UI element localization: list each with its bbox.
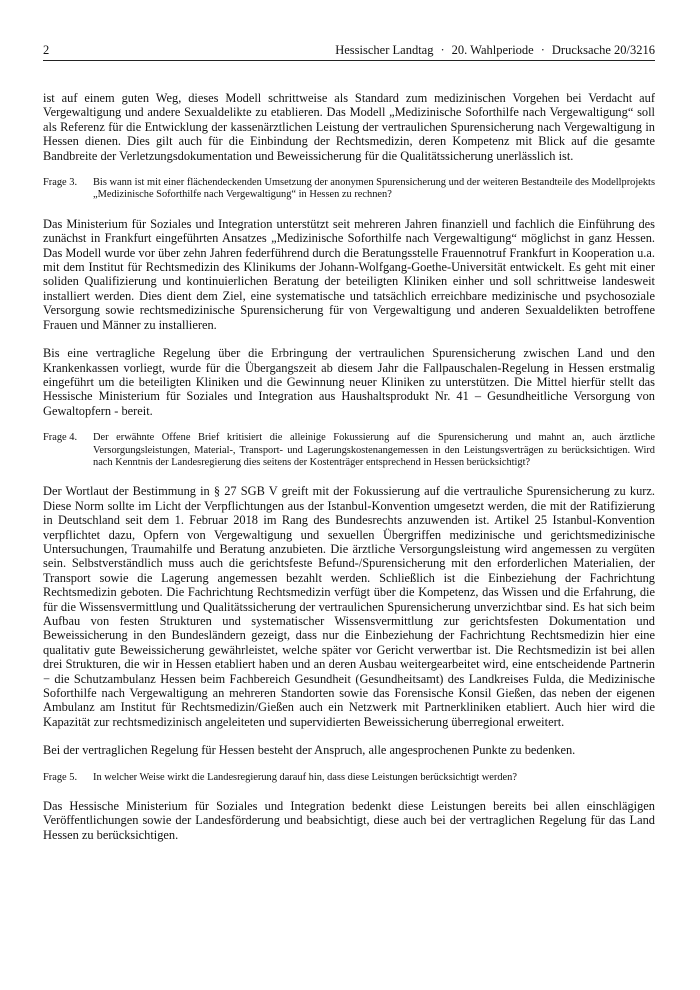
question-block xyxy=(43,432,655,469)
question-label: Frage 4. xyxy=(43,432,78,444)
running-header-parliament: Hessischer Landtag xyxy=(335,43,434,57)
question-label: Frage 3. xyxy=(43,177,78,189)
question-block xyxy=(43,177,655,202)
document-body xyxy=(43,91,655,856)
page-number: 2 xyxy=(43,43,50,57)
question-text: Bis wann ist mit einer flächendeckenden Umsetzung der anonymen Spurensicherung und der weiteren Bestandteile des Modellprojekts „Medizinische Soforthilfe nach Vergewaltigung“ in Hessen zu rechnen? xyxy=(93,177,655,201)
header-rule xyxy=(43,60,655,61)
answer-paragraph: ist auf einem guten Weg, dieses Modell schrittweise als Standard zum medizinischen Vorgehen bei Verdacht auf Vergewaltigung und andere Sexualdelikte zu etablieren. Das Modell „Medizinische Soforthilfe nach Vergewaltigung“ soll als Referenz für die Entwicklung der kassenärztlichen Leistung der vertraulichen Spurensicherung nach Vergewaltigung in Hessen dienen. Dies gilt auch für die Einbindung der Rechtsmedizin, deren Kompetenz mit Blick auf die gesamte Bandbreite der Verletzungsdokumentation und Beweissicherung für die Qualitätssicherung unerlässlich ist. xyxy=(43,91,655,163)
header-separator: · xyxy=(540,43,545,57)
header-separator: · xyxy=(440,43,445,57)
answer-paragraph: Das Hessische Ministerium für Soziales und Integration bedenkt diese Leistungen bereits bei allen einschlägigen Veröffentlichungen sowie der Landesförderung und beabsichtigt, diese auch bei der vertraglichen Regelung für das Land Hessen zu berücksichtigen. xyxy=(43,799,655,842)
answer-paragraph: Bis eine vertragliche Regelung über die Erbringung der vertraulichen Spurensicherung zwischen Land und den Krankenkassen vorliegt, wurde für die Übergangszeit ab diesem Jahr die Fallpauschalen-Regelung in Hessen erstmalig eingeführt um die beteiligten Kliniken und die Gewinnung neuer Kliniken zu unterstützen. Die Mittel hierfür stellt das Hessische Ministerium für Soziales und Integration aus Haushaltsprodukt Nr. 41 – Gesundheitliche Versorgung von Gewaltopfern - bereit. xyxy=(43,346,655,418)
answer-paragraph: Das Ministerium für Soziales und Integration unterstützt seit mehreren Jahren finanziell und fachlich die Einführung des zunächst in Frankfurt eingeführten Ansatzes „Medizinische Soforthilfe nach Vergewaltigung“ möglichst in ganz Hessen. Das Modell wurde vor über zehn Jahren federführend durch die Beratungsstelle Frauennotruf Frankfurt in Kooperation u.a. mit dem Institut für Rechtsmedizin des Klinikums der Johann-Wolfgang-Goethe-Universität entwickelt. Es geht mit einer soliden Qualifizierung und kontinuierlichen Beratung der beteiligten Kliniken einher und soll schrittweise landesweit installiert werden. Dies dient dem Ziel, eine systematische und tatsächlich erreichbare medizinische und psychosoziale Versorgung sowie rechtsmedizinische Spurensicherung für von Vergewaltigung und anderen Sexualdelikten betroffene Frauen und Männer zu installieren. xyxy=(43,216,655,332)
answer-paragraph: Bei der vertraglichen Regelung für Hessen besteht der Anspruch, alle angesprochenen Punkte zu bedenken. xyxy=(43,743,576,758)
question-label: Frage 5. xyxy=(43,771,78,783)
answer-paragraph: Der Wortlaut der Bestimmung in § 27 SGB V greift mit der Fokussierung auf die vertrauliche Spurensicherung zu kurz. Diese Norm sollte im Licht der Verpflichtungen aus der Istanbul-Konvention umgesetzt werden, die mit der Ratifizierung in Deutschland seit dem 1. Februar 2018 im Rang des Bundesrechts anzuwenden ist. Artikel 25 Istanbul-Konvention verpflichtet dazu, Opfern von Vergewaltigung und sexuellen Übergriffen medizinische und gerichtsmedizinische Untersuchungen, Traumahilfe und Beratung anzubieten. Die ärztliche Versorgungsleistung wird angemessen zu vergüten sein. Selbstverständlich muss auch die gerichtsfeste Befund-/Spurensicherung mit den erforderlichen Materialien, der Transport sowie die Lagerung angemessen bezahlt werden. Schließlich ist die Einbeziehung der Fachrichtung Rechtsmedizin geboten. Die Fachrichtung Rechtsmedizin verfügt über die Kompetenz, das Wissen und die Erfahrung, die für die Wissensvermittlung und Qualitätssicherung der vertraulichen Spurensicherung unverzichtbar sind. Es hat sich beim Aufbau von festen Strukturen und systematischer Wissensvermittlung zur gerichtsfesten Dokumentation und Beweissicherung in den Bundesländern gezeigt, dass nur die Einbeziehung der Fachrichtung Rechtsmedizin hier eine qualitativ gute Beweissicherung gewährleistet, welche später vor Gericht verwertbar ist. Die Rechtsmedizin ist bei allen drei Strukturen, die wir in Hessen etabliert haben und an deren Ausbau weitergearbeitet wird, eine entscheidende Partnerin − die Schutzambulanz Hessen beim Fachbereich Gesundheit (Gesundheitsamt) des Landkreises Fulda, die Medizinische Soforthilfe nach Vergewaltigung an mehreren Standorten sowie das Forensische Konsil Gießen, das neben der eigenen Ambulanz am Institut für Rechtsmedizin/Gießen auch ein Netzwerk mit Partnerkliniken etabliert. Auch hier wird die Kapazität zur rechtsmedizinisch angeleiteten und supervidierten Beweissicherung überregional erweitert. xyxy=(43,484,655,729)
running-header xyxy=(335,42,655,58)
question-text: Der erwähnte Offene Brief kritisiert die alleinige Fokussierung auf die Spurensicherung und mahnt an, auch ärztliche Versorgungsleistungen, Material-, Transport- und Lagerungskostenangemessen in den Leistungsverträgen zu berücksichtigen. Wird nach Kenntnis der Landesregierung dies seitens der Kostenträger entsprechend in Hessen berücksichtigt? xyxy=(93,432,655,468)
running-header-docnumber: Drucksache 20/3216 xyxy=(551,43,655,57)
running-header-period: 20. Wahlperiode xyxy=(451,43,534,57)
question-text: In welcher Weise wirkt die Landesregierung darauf hin, dass diese Leistungen berücksichtigt werden? xyxy=(93,771,517,783)
page-header xyxy=(43,42,655,58)
question-block xyxy=(43,772,655,784)
